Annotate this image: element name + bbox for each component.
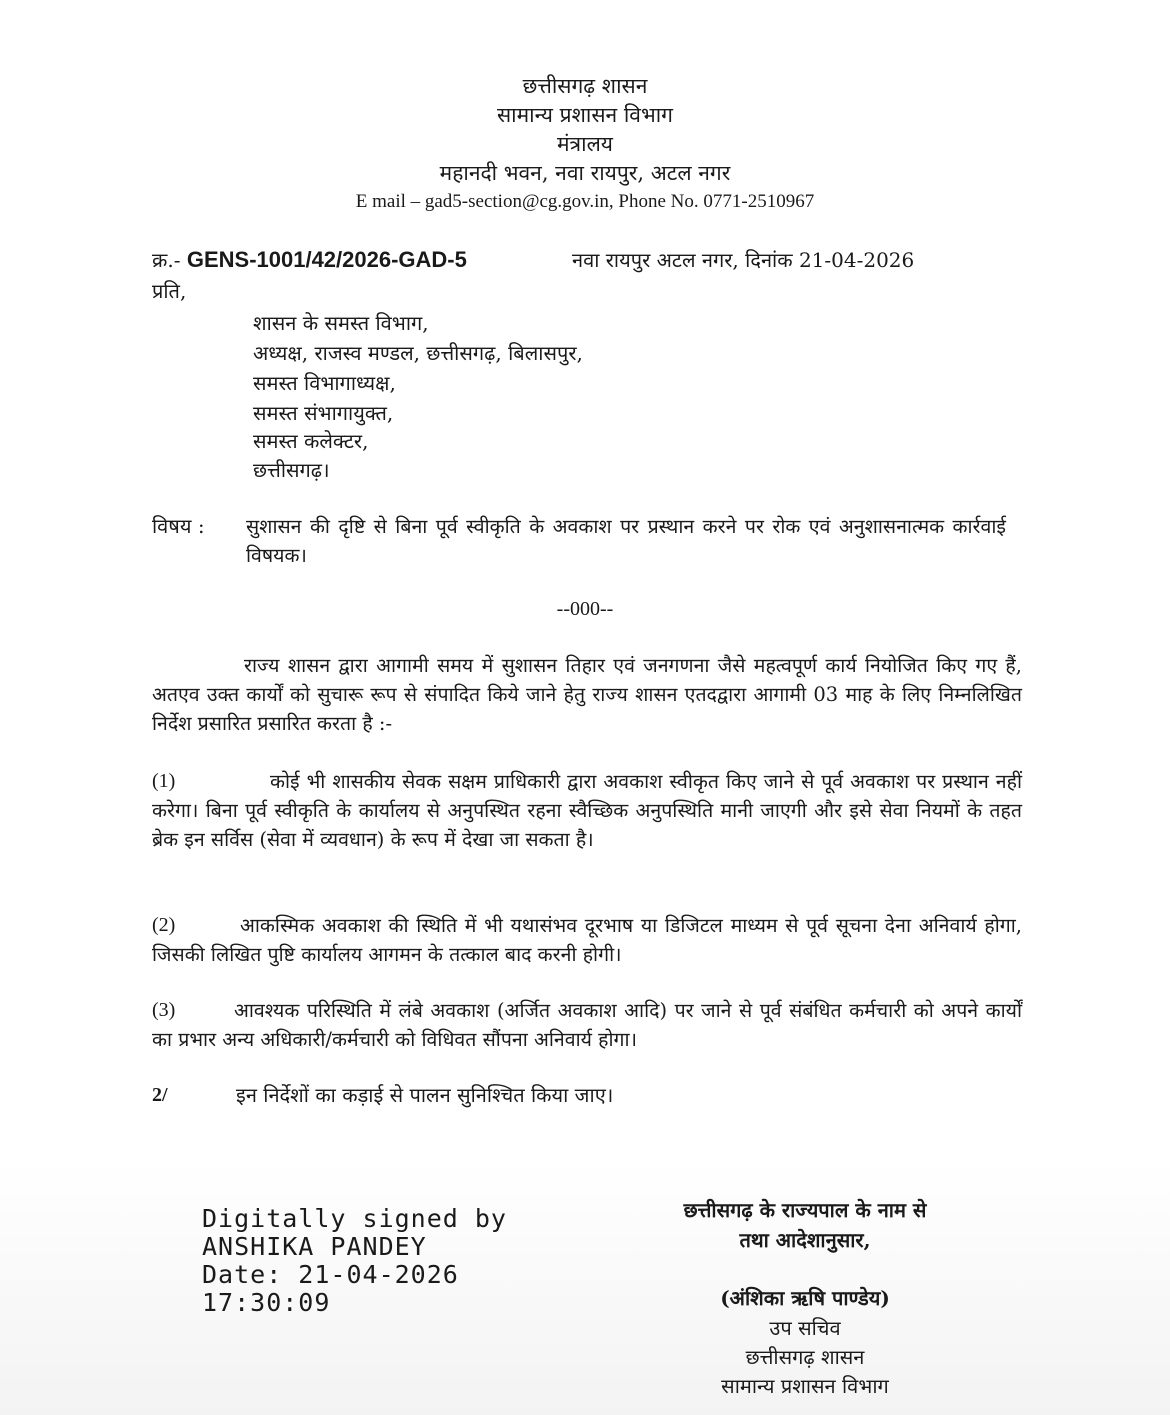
subject-text: सुशासन की दृष्टि से बिना पूर्व स्वीकृति के अवकाश पर प्रस्थान करने पर रोक एवं अनुशासनात्मक कार्रवाई विषयक। [246,515,1006,567]
addressee-prati: प्रति, [152,279,187,303]
paragraph-2-text: इन निर्देशों का कड़ाई से पालन सुनिश्चित किया जाए। [236,1083,614,1107]
addressee-item: समस्त संभागायुक्त, [253,401,394,425]
point-text: आवश्यक परिस्थिति में लंबे अवकाश (अर्जित अवकाश आदि) पर जाने से पूर्व संबंधित कर्मचारी को अपने कार्यों का प्रभार अन्य अधिकारी/कर्मचारी को विधिवत सौंपना अनिवार्य होगा। [152,999,1022,1051]
digital-signature [202,1205,507,1317]
reference-number: GENS-1001/42/2026-GAD-5 [186,247,467,272]
point-text: आकस्मिक अवकाश की स्थिति में भी यथासंभव दूरभाष या डिजिटल माध्यम से पूर्व सूचना देना अनिवार्य होगा, जिसकी लिखित पुष्टि कार्यालय आगमन के तत्काल बाद करनी होगी। [152,914,1022,966]
header-contact: E mail – gad5-section@cg.gov.in, Phone No. 0771-2510967 [355,191,815,212]
digital-signature-line: Digitally signed by [202,1204,507,1233]
digital-signature-time: 17:30:09 [202,1288,331,1317]
paragraph-2-number: 2/ [152,1084,168,1106]
signatory-designation: उप सचिव [769,1316,841,1340]
order-line: छत्तीसगढ़ के राज्यपाल के नाम से [683,1198,927,1222]
point-number: (3) [152,999,176,1021]
order-line: तथा आदेशानुसार, [739,1228,871,1252]
header-department: सामान्य प्रशासन विभाग [496,103,674,127]
digital-signature-date: Date: 21-04-2026 [202,1260,459,1289]
header-address: महानदी भवन, नवा रायपुर, अटल नगर [439,161,731,185]
signature-area-shade [0,1160,1170,1415]
point-number: (2) [152,914,176,936]
reference-line [152,246,467,274]
header-ministry: मंत्रालय [556,132,613,156]
subject-label: विषय : [152,514,205,538]
addressee-item: समस्त विभागाध्यक्ष, [253,371,396,395]
signatory-name: (अंशिका ऋषि पाण्डेय) [720,1286,890,1310]
point-text: कोई भी शासकीय सेवक सक्षम प्राधिकारी द्वारा अवकाश स्वीकृत किए जाने से पूर्व अवकाश पर प्रस्थान नहीं करेगा। बिना पूर्व स्वीकृति के कार्यालय से अनुपस्थित रहना स्वैच्छिक अनुपस्थिति मानी जाएगी और इसे सेवा नियमों के तहत ब्रेक इन सर्विस (सेवा में व्यवधान) के रूप में देखा जा सकता है। [152,770,1022,851]
addressee-item: समस्त कलेक्टर, [253,429,369,453]
reference-prefix: क्र.- [152,248,181,272]
header-government: छत्तीसगढ़ शासन [522,74,648,98]
divider: --000-- [556,598,614,620]
reference-place-date: नवा रायपुर अटल नगर, दिनांक 21-04-2026 [572,248,915,272]
point-number: (1) [152,770,176,792]
intro-paragraph: राज्य शासन द्वारा आगामी समय में सुशासन तिहार एवं जनगणना जैसे महत्वपूर्ण कार्य नियोजित किए गए हैं, अतएव उक्त कार्यों को सुचारू रूप से संपादित किये जाने हेतु राज्य शासन एतदद्वारा आगामी 03 माह के लिए निम्नलिखित निर्देश प्रसारित प्रसारित करता है :- [152,654,1022,735]
signatory-office: छत्तीसगढ़ शासन [745,1345,865,1369]
addressee-item: अध्यक्ष, राजस्व मण्डल, छत्तीसगढ़, बिलासपुर, [253,341,583,365]
addressee-item: छत्तीसगढ़। [253,458,330,482]
digital-signature-name: ANSHIKA PANDEY [202,1232,427,1261]
signatory-department: सामान्य प्रशासन विभाग [721,1374,889,1398]
addressee-item: शासन के समस्त विभाग, [253,311,429,335]
